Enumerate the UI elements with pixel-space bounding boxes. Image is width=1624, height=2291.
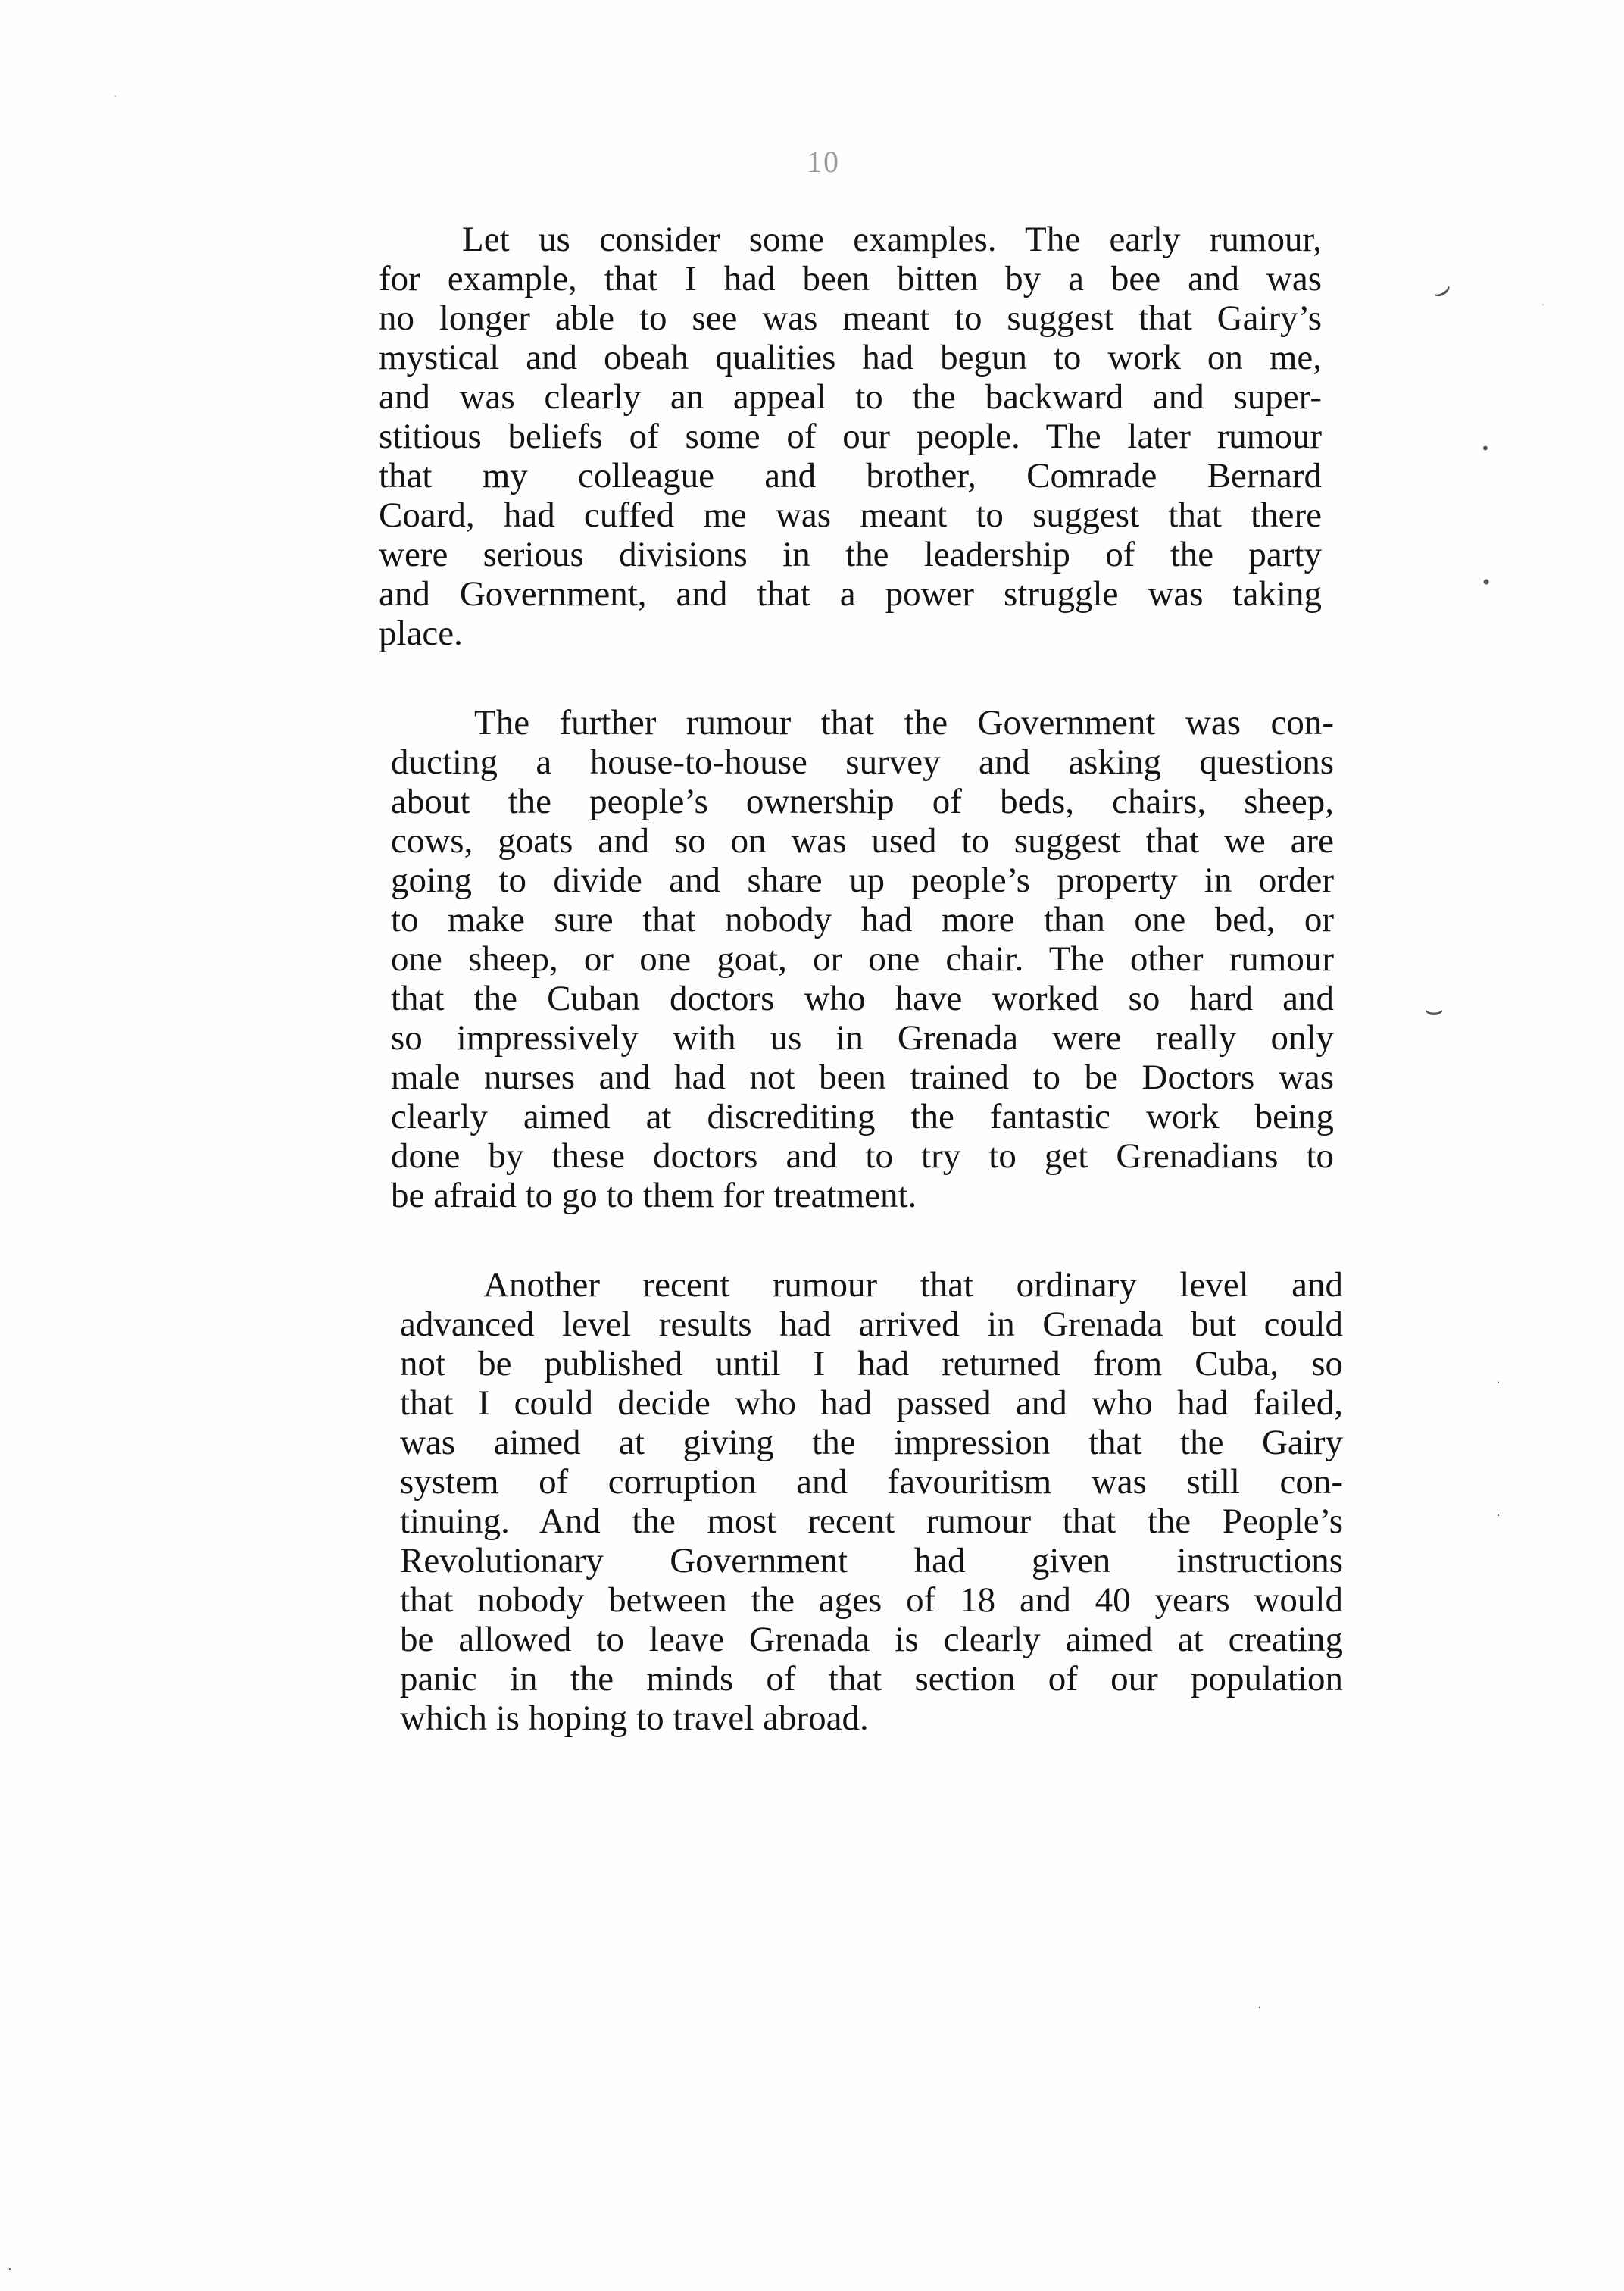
text-line: clearly aimed at discrediting the fantastic work being [391, 1097, 1334, 1136]
scan-artifact: • [1481, 439, 1490, 458]
text-line: going to divide and share up people’s property in order [391, 861, 1334, 900]
paragraph-1 [379, 220, 1322, 653]
paragraph-2 [391, 703, 1334, 1215]
text-line: Let us consider some examples. The early rumour, [462, 220, 1322, 259]
text-line: Coard, had cuffed me was meant to suggest that there [379, 495, 1322, 535]
paragraph-3 [400, 1265, 1343, 1738]
text-line: which is hoping to travel abroad. [400, 1699, 869, 1738]
text-line: not be published until I had returned from Cuba, so [400, 1344, 1343, 1383]
text-line: mystical and obeah qualities had begun to work on me, [379, 338, 1322, 377]
text-line: that I could decide who had passed and who had failed, [400, 1383, 1343, 1423]
text-line: be afraid to go to them for treatment. [391, 1176, 917, 1215]
text-line: Revolutionary Government had given instructions [400, 1541, 1343, 1580]
scan-artifact: ⌣ [1424, 992, 1444, 1027]
scan-artifact: · [114, 91, 117, 103]
scan-artifact: ⌣ [1424, 270, 1460, 311]
text-line: system of corruption and favouritism was still con- [400, 1462, 1343, 1502]
text-line: and was clearly an appeal to the backward and super- [379, 377, 1322, 417]
body-text [379, 220, 1343, 1788]
text-line: that my colleague and brother, Comrade Bernard [379, 456, 1322, 495]
text-line: cows, goats and so on was used to suggest that we are [391, 821, 1334, 861]
scan-artifact: · [1496, 1375, 1501, 1391]
text-line: be allowed to leave Grenada is clearly aimed at creating [400, 1620, 1343, 1659]
text-line: were serious divisions in the leadership of the party [379, 535, 1322, 574]
text-line: male nurses and had not been trained to be Doctors was [391, 1058, 1334, 1097]
text-line: place. [379, 614, 463, 653]
text-line: stitious beliefs of some of our people. The later rumour [379, 417, 1322, 456]
text-line: ducting a house-to-house survey and asking questions [391, 742, 1334, 782]
scan-artifact: · [1541, 299, 1545, 311]
text-line: was aimed at giving the impression that the Gairy [400, 1423, 1343, 1462]
text-line: no longer able to see was meant to suggest that Gairy’s [379, 298, 1322, 338]
text-line: to make sure that nobody had more than one bed, or [391, 900, 1334, 939]
text-line: done by these doctors and to try to get Grenadians to [391, 1136, 1334, 1176]
text-line: The further rumour that the Government was con- [474, 703, 1334, 742]
text-line: panic in the minds of that section of our population [400, 1659, 1343, 1699]
text-line: for example, that I had been bitten by a bee and was [379, 259, 1322, 298]
text-line: about the people’s ownership of beds, chairs, sheep, [391, 782, 1334, 821]
text-line: so impressively with us in Grenada were really only [391, 1018, 1334, 1058]
text-line: one sheep, or one goat, or one chair. The other rumour [391, 939, 1334, 979]
text-line: that the Cuban doctors who have worked so hard and [391, 979, 1334, 1018]
text-line: tinuing. And the most recent rumour that the People’s [400, 1502, 1343, 1541]
text-line: and Government, and that a power struggle was taking [379, 574, 1322, 614]
scan-artifact: · [1257, 2000, 1262, 2016]
scan-artifact: • [1481, 572, 1492, 593]
page-number: 10 [807, 145, 840, 179]
scan-artifact: · [1496, 1508, 1501, 1524]
text-line: advanced level results had arrived in Grenada but could [400, 1305, 1343, 1344]
scan-artifact: · [8, 2261, 12, 2277]
text-line: that nobody between the ages of 18 and 40 years would [400, 1580, 1343, 1620]
text-line: Another recent rumour that ordinary level and [483, 1265, 1343, 1305]
